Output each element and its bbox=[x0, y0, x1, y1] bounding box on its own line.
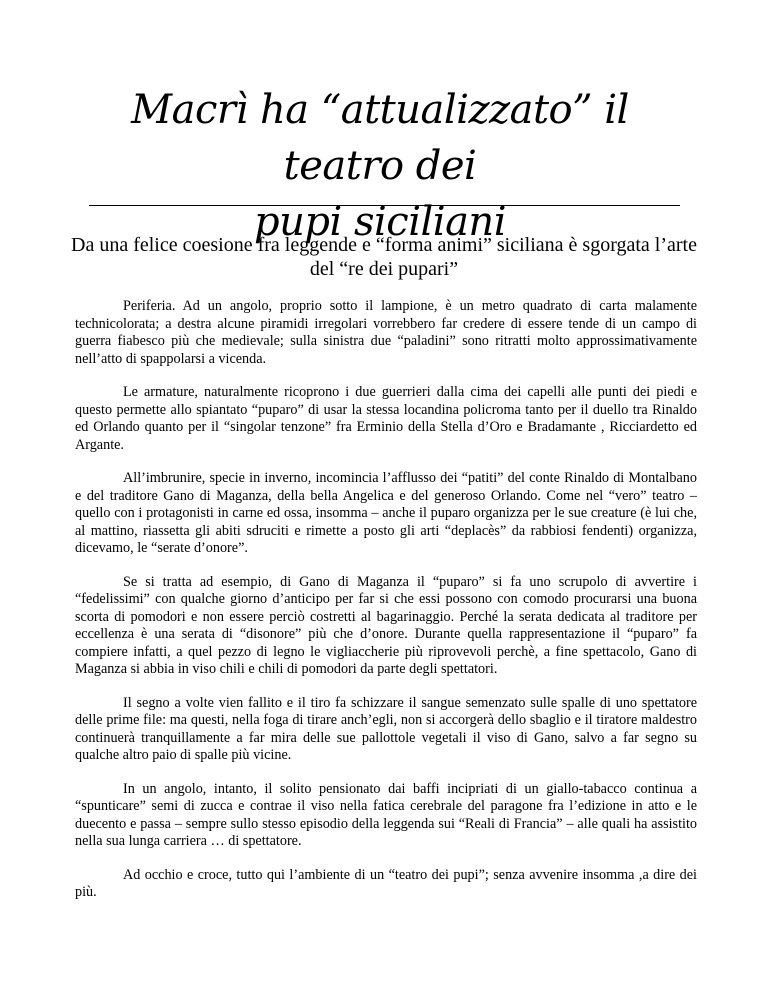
paragraph: Periferia. Ad un angolo, proprio sotto il lampione, è un metro quadrato di carta malamente technicolorata; a destra alcune piramidi irregolari vorrebbero far credere di essere tende di un campo di guerra fiabesco più che medievale; sulla sinistra due “paladini” sono ritratti molto approssimativamente nell’atto di spappolarsi a vicenda. bbox=[75, 298, 697, 367]
article-subtitle: Da una felice coesione fra leggende e “forma animi” siciliana è sgorgata l’arte del “re dei pupari” bbox=[71, 234, 697, 280]
article-body bbox=[75, 298, 697, 918]
paragraph: Se si tratta ad esempio, di Gano di Maganza il “puparo” si fa uno scrupolo di avvertire i “fedelissimi” con qualche giorno d’anticipo per far si che essi possono con comodo procurarsi una buona scorta di pomodori e non essere perciò costretti al bagarinaggio. Perché la serata dedicata al traditore per eccellenza è una serata di “disonore” più che d’onore. Durante quella rappresentazione il “puparo” fa compiere infatti, a quel pezzo di legno le vigliaccherie più riprovevoli perchè, a fine spettacolo, Gano di Maganza si abbia in viso chili e chili di pomodori da parte degli spettatori. bbox=[75, 573, 697, 677]
paragraph: Ad occhio e croce, tutto qui l’ambiente di un “teatro dei pupi”; senza avvenire insomma ,a dire dei più. bbox=[75, 866, 697, 900]
paragraph: In un angolo, intanto, il solito pensionato dai baffi incipriati di un giallo-tabacco continua a “spunticare” semi di zucca e contrae il viso nella fatica cerebrale del paragone fra l’edizione in atto e le duecento e passa – sempre sullo stesso episodio della leggenda sui “Reali di Francia” – alle quali ha assistito nella sua lunga carriera … di spettatore. bbox=[75, 780, 697, 849]
paragraph: Le armature, naturalmente ricoprono i due guerrieri dalla cima dei capelli alle punti dei piedi e questo permette allo spiantato “puparo” di usar la stessa locandina policroma tanto per il duello tra Rinaldo ed Orlando quanto per il “singolar tenzone” fra Erminio della Stella d’Oro e Bradamante , Ricciardetto ed Argante. bbox=[75, 384, 697, 453]
article-title-line-2: pupi siciliani bbox=[254, 199, 506, 245]
article-title-line-1: Macrì ha “attualizzato” il teatro dei bbox=[131, 87, 629, 189]
article-title bbox=[80, 82, 680, 250]
title-underline-rule bbox=[89, 205, 680, 206]
paragraph: Il segno a volte vien fallito e il tiro fa schizzare il sangue semenzato sulle spalle di uno spettatore delle prime file: ma questi, nella foga di tirare anch’egli, non si accorgerà dello sbaglio e il tiratore maldestro continuerà tranquillamente a far mira delle sue pallottole vegetali il viso di Gano, salvo a far segno su qualche altro paio di spalle più vicine. bbox=[75, 694, 697, 763]
paragraph: All’imbrunire, specie in inverno, incomincia l’afflusso dei “patiti” del conte Rinaldo di Montalbano e del traditore Gano di Maganza, della bella Angelica e del generoso Orlando. Come nel “vero” teatro – quello con i protagonisti in carne ed ossa, insomma – anche il puparo organizza per le sue creature (è lui che, al mattino, riassetta gli abiti sdruciti e rimette a posto gli arti “deplacès” da rabbiosi fendenti) organizza, dicevamo, le “serate d’onore”. bbox=[75, 470, 697, 556]
